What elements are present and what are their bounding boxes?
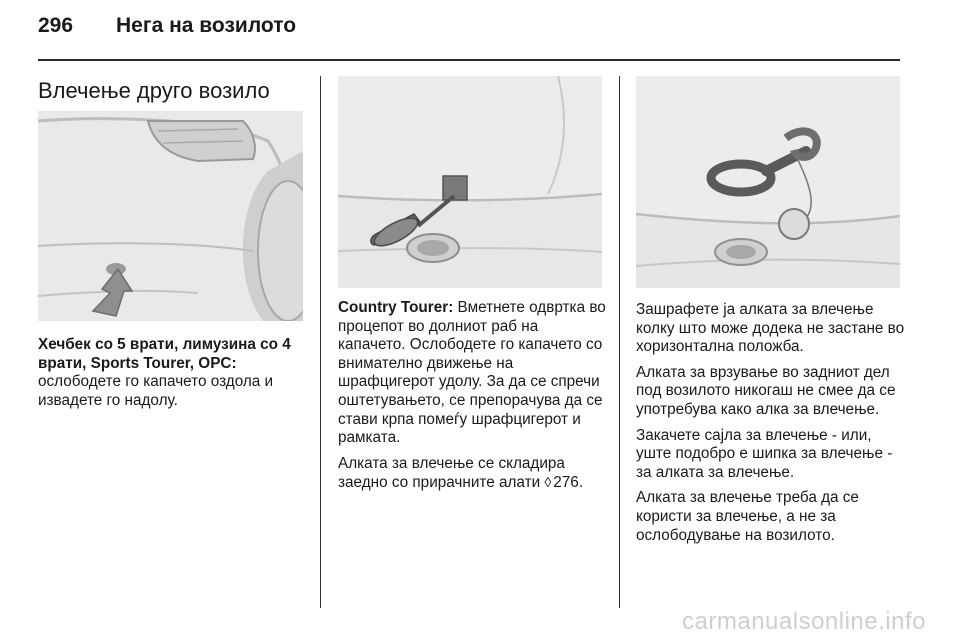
running-title: Нега на возилото (116, 14, 297, 37)
col2-p2-text: Алката за влечење се складира заедно со прирачните алати (338, 454, 565, 492)
cross-reference-icon: ◊ (544, 474, 552, 491)
watermark: carmanualsonline.info (682, 608, 926, 635)
page-number: 296 (38, 14, 74, 37)
figure-towing-eye (636, 76, 900, 288)
illustration-screwdriver (338, 76, 602, 288)
column-divider-2 (619, 76, 620, 608)
col3-paragraph-2: Алката за врзување во задниот дел под возилото никогаш не смее да се употребува како алка за влечење. (636, 363, 896, 418)
col3-text (636, 301, 908, 552)
illustration-bumper-arrow (38, 111, 303, 321)
page-header (38, 14, 900, 48)
col2-paragraph-1 (338, 299, 610, 448)
header-rule (38, 59, 900, 61)
column-divider-1 (320, 76, 321, 608)
figure-rear-bumper-cover (38, 111, 303, 321)
col2-p1-text: Вметнете одвртка во процепот во долниот раб на капачето. Ослободете го капачето со внимателно движење на шрафцигерот удолу. За да се спречи оштетувањето, се препорачува да се стави крпа помеѓу шрафцигерот и рамката. (338, 299, 606, 447)
col1-text (38, 336, 306, 417)
col3-paragraph-3: Закачете сајла за влечење - или, уште подобро е шипка за влечење - за алката за влечење. (636, 426, 893, 481)
figure-screwdriver-bumper (338, 76, 602, 288)
section-title: Влечење друго возило (38, 78, 270, 103)
col2-text (338, 299, 610, 500)
illustration-towing-eye (636, 76, 900, 288)
col2-bold-intro: Country Tourer: (338, 299, 454, 316)
col3-paragraph-4: Алката за влечење треба да се користи за влечење, а не за ослободување на возилото. (636, 489, 859, 544)
col3-paragraph-1: Зашрафете ја алката за влечење колку што може додека не застане во хоризонтална положба. (636, 301, 905, 356)
col2-page-reference: 276. (553, 474, 584, 492)
col1-instruction: ослободете го капачето оздола и извадете го надолу. (38, 373, 274, 409)
col2-paragraph-2 (338, 455, 610, 493)
col1-bold-intro: Хечбек со 5 врати, лимузина со 4 врати, Sports Tourer, OPC: (38, 336, 291, 372)
